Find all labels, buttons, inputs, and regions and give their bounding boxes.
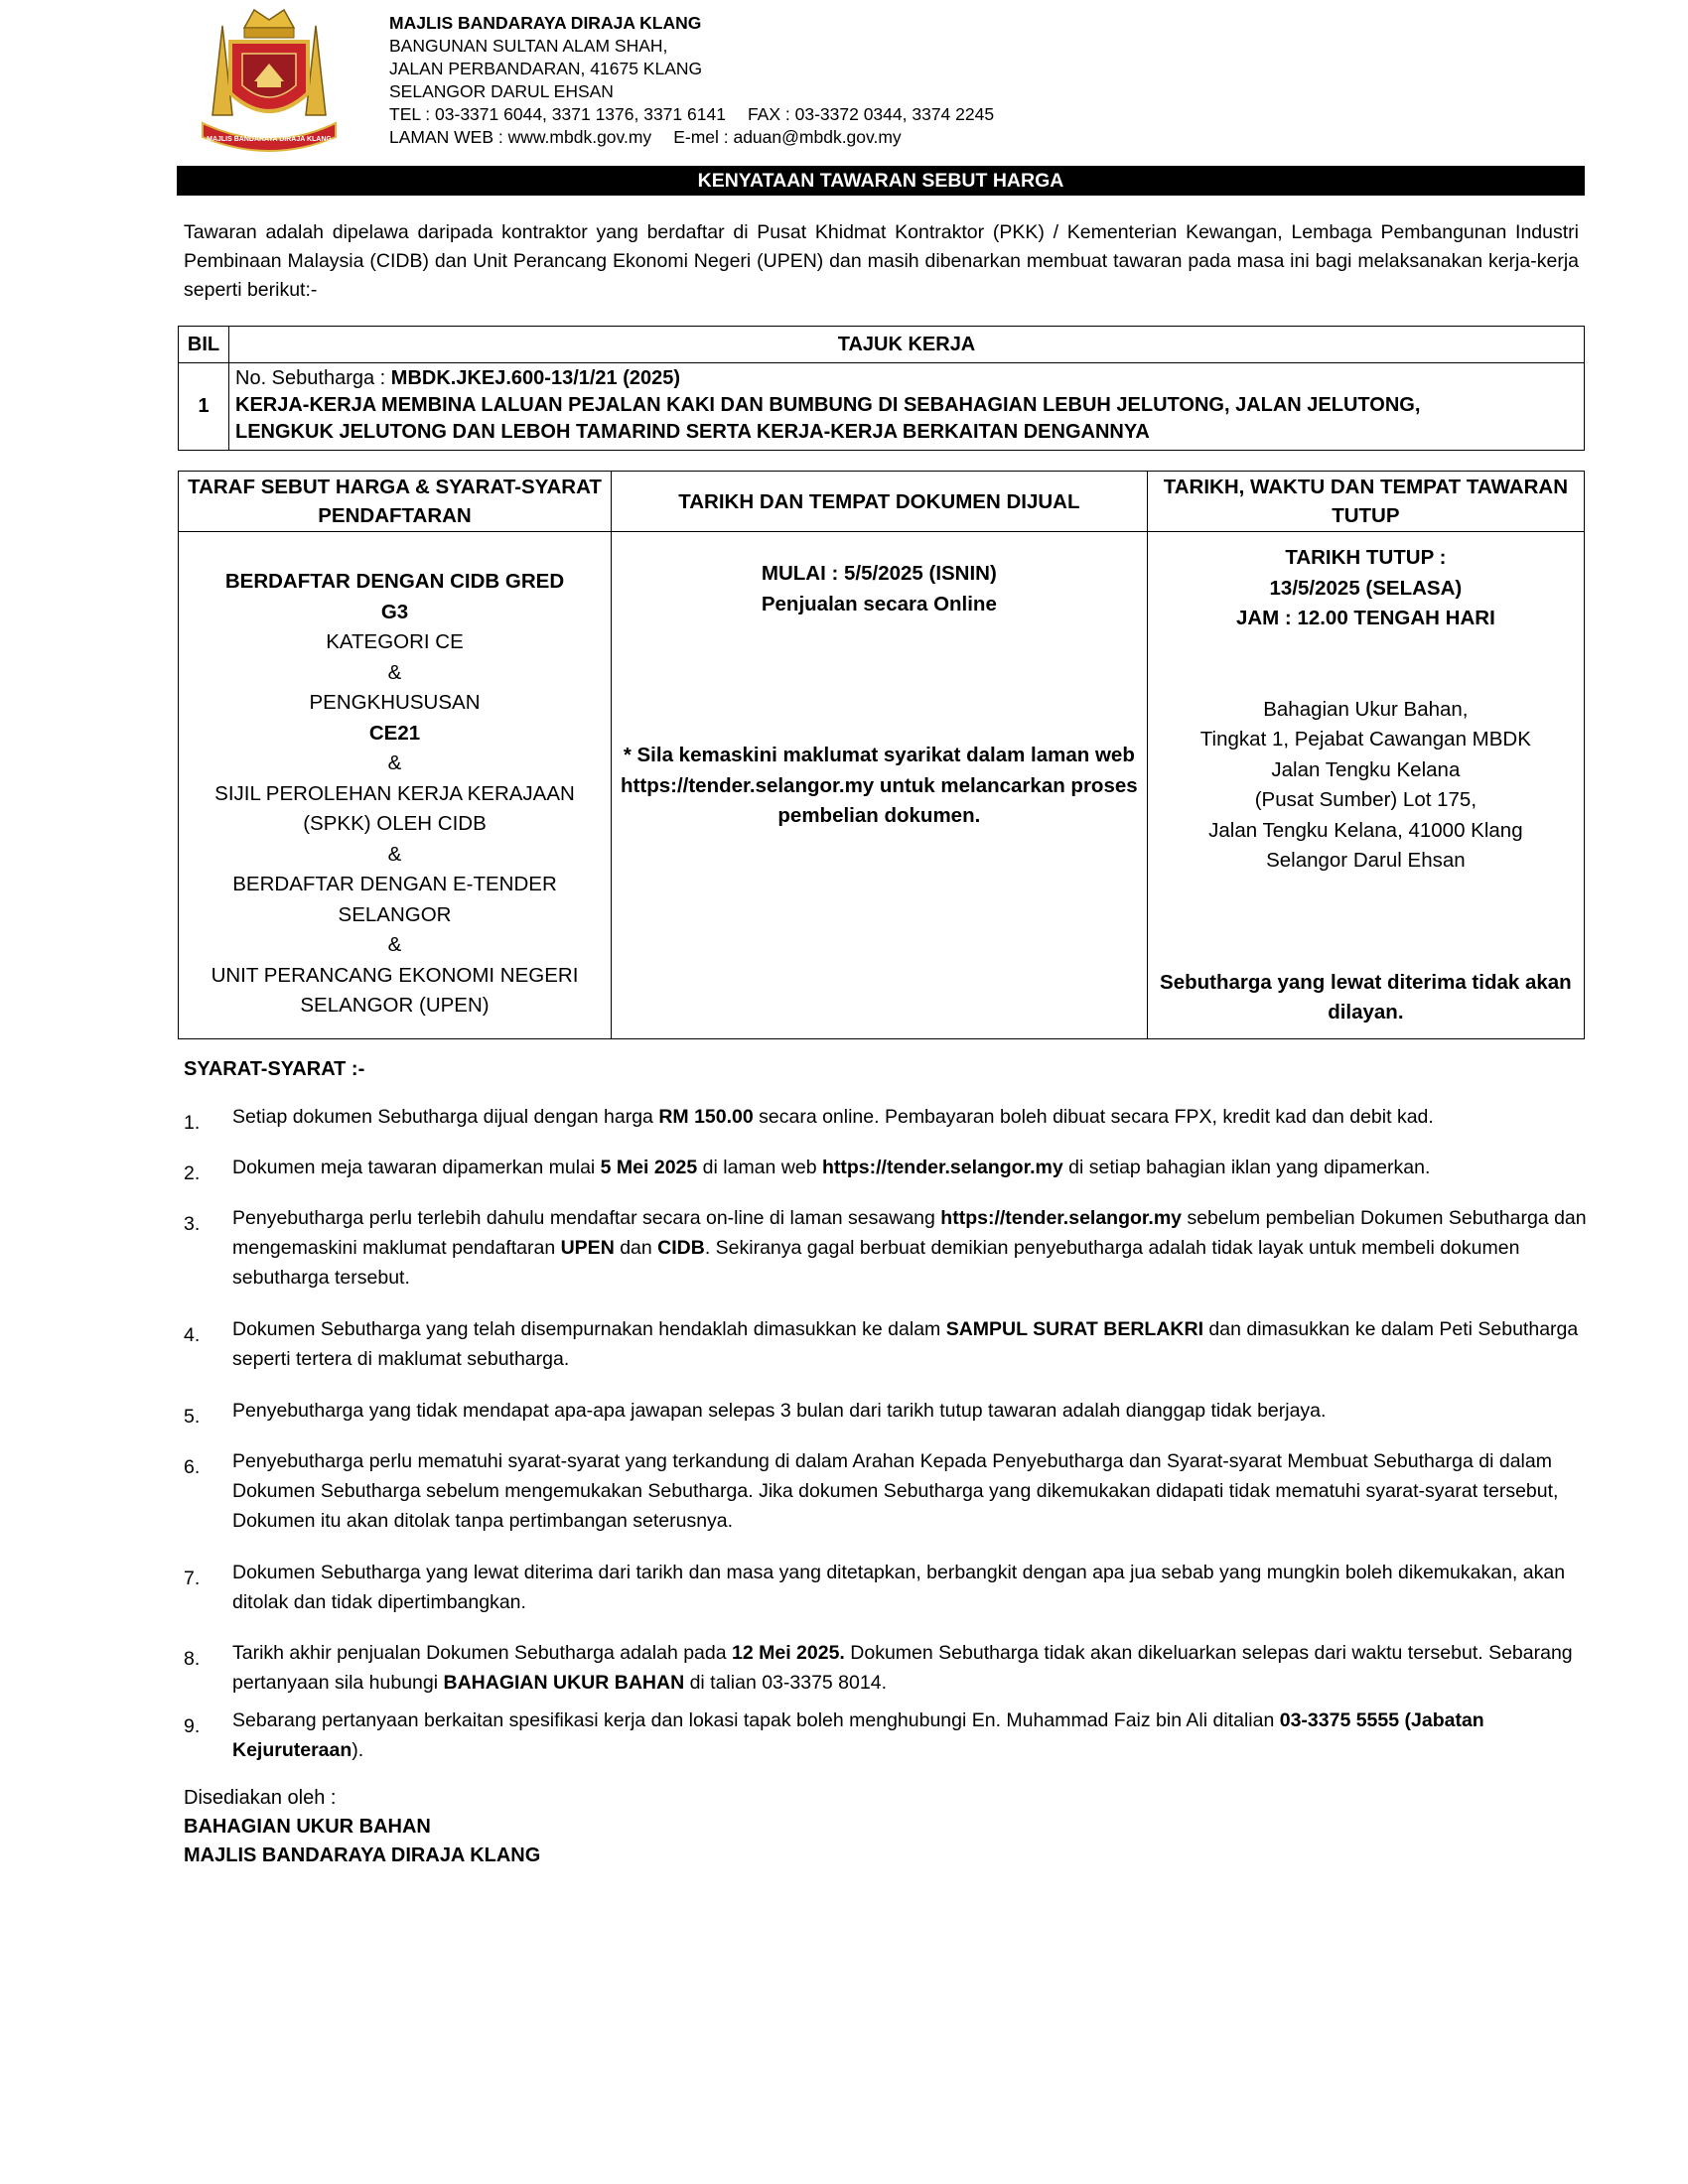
closing-address-5: Jalan Tengku Kelana, 41000 Klang [1208, 818, 1523, 842]
contact-phone-line [389, 103, 994, 126]
address-line-2: JALAN PERBANDARAN, 41675 KLANG [389, 59, 703, 78]
condition-bold: UPEN [560, 1237, 615, 1259]
req-amp: & [387, 842, 402, 866]
condition-text: Dokumen meja tawaran dipamerkan mulai [232, 1157, 601, 1178]
row-number: 1 [179, 363, 229, 451]
email-link[interactable]: E-mel : aduan@mbdk.gov.my [673, 127, 902, 147]
closing-header: TARIKH, WAKTU DAN TEMPAT TAWARAN TUTUP [1147, 472, 1584, 532]
condition-text: Dokumen Sebutharga yang lewat diterima dari tarikh dan masa yang ditetapkan, berbangkit dengan apa jua sebab yang mungkin boleh dikemukakan, akan ditolak dan tidak dipertimbangkan. [232, 1562, 1566, 1613]
sale-start-date: MULAI : 5/5/2025 (ISNIN) [761, 562, 997, 585]
conditions-heading: SYARAT-SYARAT :- [184, 1058, 365, 1080]
condition-number: 2. [184, 1162, 201, 1184]
condition-number: 9. [184, 1715, 201, 1737]
sale-mode: Penjualan secara Online [761, 592, 997, 615]
condition-text: Setiap dokumen Sebutharga dijual dengan harga [232, 1106, 659, 1128]
condition-bold: BAHAGIAN UKUR BAHAN [443, 1672, 685, 1694]
condition-text: Penyebutharga perlu terlebih dahulu mendaftar secara on-line di laman sesawang [232, 1207, 941, 1229]
closing-date: 13/5/2025 (SELASA) [1269, 576, 1463, 600]
work-title-cell [229, 363, 1585, 451]
letterhead [389, 12, 994, 149]
requirements-header: TARAF SEBUT HARGA & SYARAT-SYARAT PENDAFTARAN [179, 472, 612, 532]
website-link[interactable]: LAMAN WEB : www.mbdk.gov.my [389, 127, 652, 147]
ref-value: MBDK.JKEJ.600-13/1/21 (2025) [390, 367, 681, 389]
intro-paragraph: Tawaran adalah dipelawa daripada kontraktor yang berdaftar di Pusat Khidmat Kontraktor (PKK) / Kementerian Kewangan, Lembaga Pembangunan Industri Pembinaan Malaysia (CIDB) dan Unit Perancang Ekonomi Negeri (UPEN) dan masih dibenarkan membuat tawaran pada masa ini bagi melaksanakan kerja-kerja seperti berikut:- [184, 221, 1579, 301]
condition-text: Dokumen Sebutharga yang telah disempurnakan hendaklah dimasukkan ke dalam [232, 1318, 946, 1340]
condition-text: Tarikh akhir penjualan Dokumen Sebutharga adalah pada [232, 1642, 733, 1664]
condition-bold: CIDB [657, 1237, 705, 1259]
sale-header: TARIKH DAN TEMPAT DOKUMEN DIJUAL [611, 472, 1147, 532]
tender-url-link[interactable]: https://tender.selangor.my [821, 1157, 1063, 1178]
req-etender: BERDAFTAR DENGAN E-TENDER [232, 873, 557, 895]
requirements-cell [179, 532, 612, 1039]
condition-number: 6. [184, 1456, 201, 1478]
late-notice-line-1: Sebutharga yang lewat diterima tidak akan [1160, 970, 1572, 994]
condition-number: 8. [184, 1648, 201, 1670]
condition-text: sebelum pembelian Dokumen Sebutharga dan mengemaskini maklumat pendaftaran [232, 1207, 1587, 1259]
condition-text: dan [614, 1237, 658, 1259]
prepared-by-block [184, 1784, 540, 1870]
condition-text: dan dimasukkan ke dalam Peti Sebutharga seperti tertera di maklumat sebutharga. [232, 1318, 1579, 1370]
fax-numbers: FAX : 03-3372 0344, 3374 2245 [747, 104, 995, 124]
condition-text: Dokumen Sebutharga tidak akan dikeluarkan selepas dari waktu tersebut. Sebarang pertanyaan sila hubungi [232, 1642, 1573, 1694]
req-amp: & [387, 660, 402, 684]
address-line-3: SELANGOR DARUL EHSAN [389, 81, 614, 101]
condition-number: 7. [184, 1568, 201, 1589]
condition-bold: 03-3375 5555 (Jabatan Kejuruteraan [232, 1709, 1484, 1761]
condition-text: . Sekiranya gagal berbuat demikian penyebutharga adalah tidak layak untuk membeli dokumen sebutharga tersebut. [232, 1237, 1520, 1289]
sale-note-line-3: pembelian dokumen. [777, 804, 981, 827]
req-grade-value: G3 [380, 600, 409, 623]
tel-numbers: TEL : 03-3371 6044, 3371 1376, 3371 6141 [389, 104, 726, 124]
req-etender-state: SELANGOR [338, 902, 452, 926]
condition-text: di laman web [697, 1157, 822, 1178]
condition-bold: 5 Mei 2025 [600, 1157, 698, 1178]
mbdk-crest-logo [195, 6, 344, 153]
closing-address-1: Bahagian Ukur Bahan, [1263, 697, 1469, 721]
closing-time: JAM : 12.00 TENGAH HARI [1235, 607, 1495, 629]
req-specialisation-code: CE21 [368, 721, 421, 745]
condition-bold: 12 Mei 2025. [732, 1642, 845, 1664]
work-title-table [178, 326, 1585, 451]
closing-address-4: (Pusat Sumber) Lot 175, [1254, 788, 1477, 811]
work-title-line-2: LENGKUK JELUTONG DAN LEBOH TAMARIND SERTA KERJA-KERJA BERKAITAN DENGANNYA [235, 421, 1150, 443]
work-title-line-1: KERJA-KERJA MEMBINA LALUAN PEJALAN KAKI DAN BUMBUNG DI SEBAHAGIAN LEBUH JELUTONG, JALAN JELUTONG, [235, 394, 1421, 416]
req-amp: & [387, 751, 402, 774]
ref-label: No. Sebutharga : [235, 367, 391, 389]
detail-table [178, 471, 1585, 1039]
condition-text: di setiap bahagian iklan yang dipamerkan. [1062, 1157, 1431, 1178]
closing-label: TARIKH TUTUP : [1285, 546, 1447, 569]
sale-note-url[interactable]: https://tender.selangor.my untuk melancarkan proses [621, 773, 1138, 797]
sale-cell [611, 532, 1147, 1039]
condition-number: 5. [184, 1406, 201, 1428]
req-spkk-cidb: (SPKK) OLEH CIDB [303, 812, 487, 835]
req-specialisation: PENGKHUSUSAN [309, 691, 481, 714]
req-upen: UNIT PERANCANG EKONOMI NEGERI [211, 963, 579, 987]
req-category: KATEGORI CE [326, 630, 464, 653]
prepared-by-dept: BAHAGIAN UKUR BAHAN [184, 1816, 431, 1838]
req-upen-state: SELANGOR (UPEN) [300, 994, 490, 1017]
condition-bold: SAMPUL SURAT BERLAKRI [945, 1318, 1203, 1340]
condition-text: Penyebutharga yang tidak mendapat apa-apa jawapan selepas 3 bulan dari tarikh tutup tawaran adalah dianggap tidak berjaya. [232, 1400, 1327, 1422]
closing-address-2: Tingkat 1, Pejabat Cawangan MBDK [1199, 728, 1531, 751]
closing-address-3: Jalan Tengku Kelana [1271, 757, 1461, 781]
condition-text: secara online. Pembayaran boleh dibuat secara FPX, kredit kad dan debit kad. [753, 1106, 1434, 1128]
contact-web-line [389, 126, 994, 149]
bil-header: BIL [179, 327, 229, 363]
sale-note-line-1: * Sila kemaskini maklumat syarikat dalam laman web [623, 744, 1135, 766]
address-line-1: BANGUNAN SULTAN ALAM SHAH, [389, 36, 668, 56]
condition-number: 4. [184, 1324, 201, 1346]
req-cidb-grade: BERDAFTAR DENGAN CIDB GRED [224, 570, 565, 593]
prepared-by-label: Disediakan oleh : [184, 1787, 337, 1809]
tajuk-kerja-header: TAJUK KERJA [229, 327, 1585, 363]
closing-address-6: Selangor Darul Ehsan [1266, 849, 1466, 872]
condition-text: Penyebutharga perlu mematuhi syarat-syarat yang terkandung di dalam Arahan Kepada Penyebutharga dan Syarat-syarat Membuat Sebutharga di dalam Dokumen Sebutharga sebelum mengemukakan Sebutharga. Jika dokumen Sebutharga yang dikemukakan didapati tidak mematuhi syarat-syarat tersebut, Dokumen itu akan ditolak tanpa pertimbangan seterusnya. [232, 1450, 1559, 1532]
condition-number: 1. [184, 1112, 201, 1134]
logo-ribbon-text: MAJLIS BANDARAYA DIRAJA KLANG [207, 136, 332, 143]
condition-text: ). [352, 1739, 364, 1761]
condition-number: 3. [184, 1213, 201, 1235]
condition-text: Sebarang pertanyaan berkaitan spesifikasi kerja dan lokasi tapak boleh menghubungi En. Muhammad Faiz bin Ali ditalian [232, 1709, 1280, 1731]
req-spkk: SIJIL PEROLEHAN KERJA KERAJAAN [214, 781, 575, 805]
late-notice-line-2: dilayan. [1328, 1001, 1404, 1024]
quotation-reference [235, 365, 1578, 392]
condition-text: di talian 03-3375 8014. [684, 1672, 887, 1694]
tender-url-link[interactable]: https://tender.selangor.my [940, 1207, 1183, 1229]
closing-cell [1147, 532, 1584, 1039]
org-name: MAJLIS BANDARAYA DIRAJA KLANG [389, 13, 702, 33]
condition-bold: RM 150.00 [658, 1106, 754, 1128]
prepared-by-org: MAJLIS BANDARAYA DIRAJA KLANG [184, 1844, 541, 1866]
req-amp: & [387, 933, 402, 956]
notice-title-banner: KENYATAAN TAWARAN SEBUT HARGA [177, 166, 1585, 196]
